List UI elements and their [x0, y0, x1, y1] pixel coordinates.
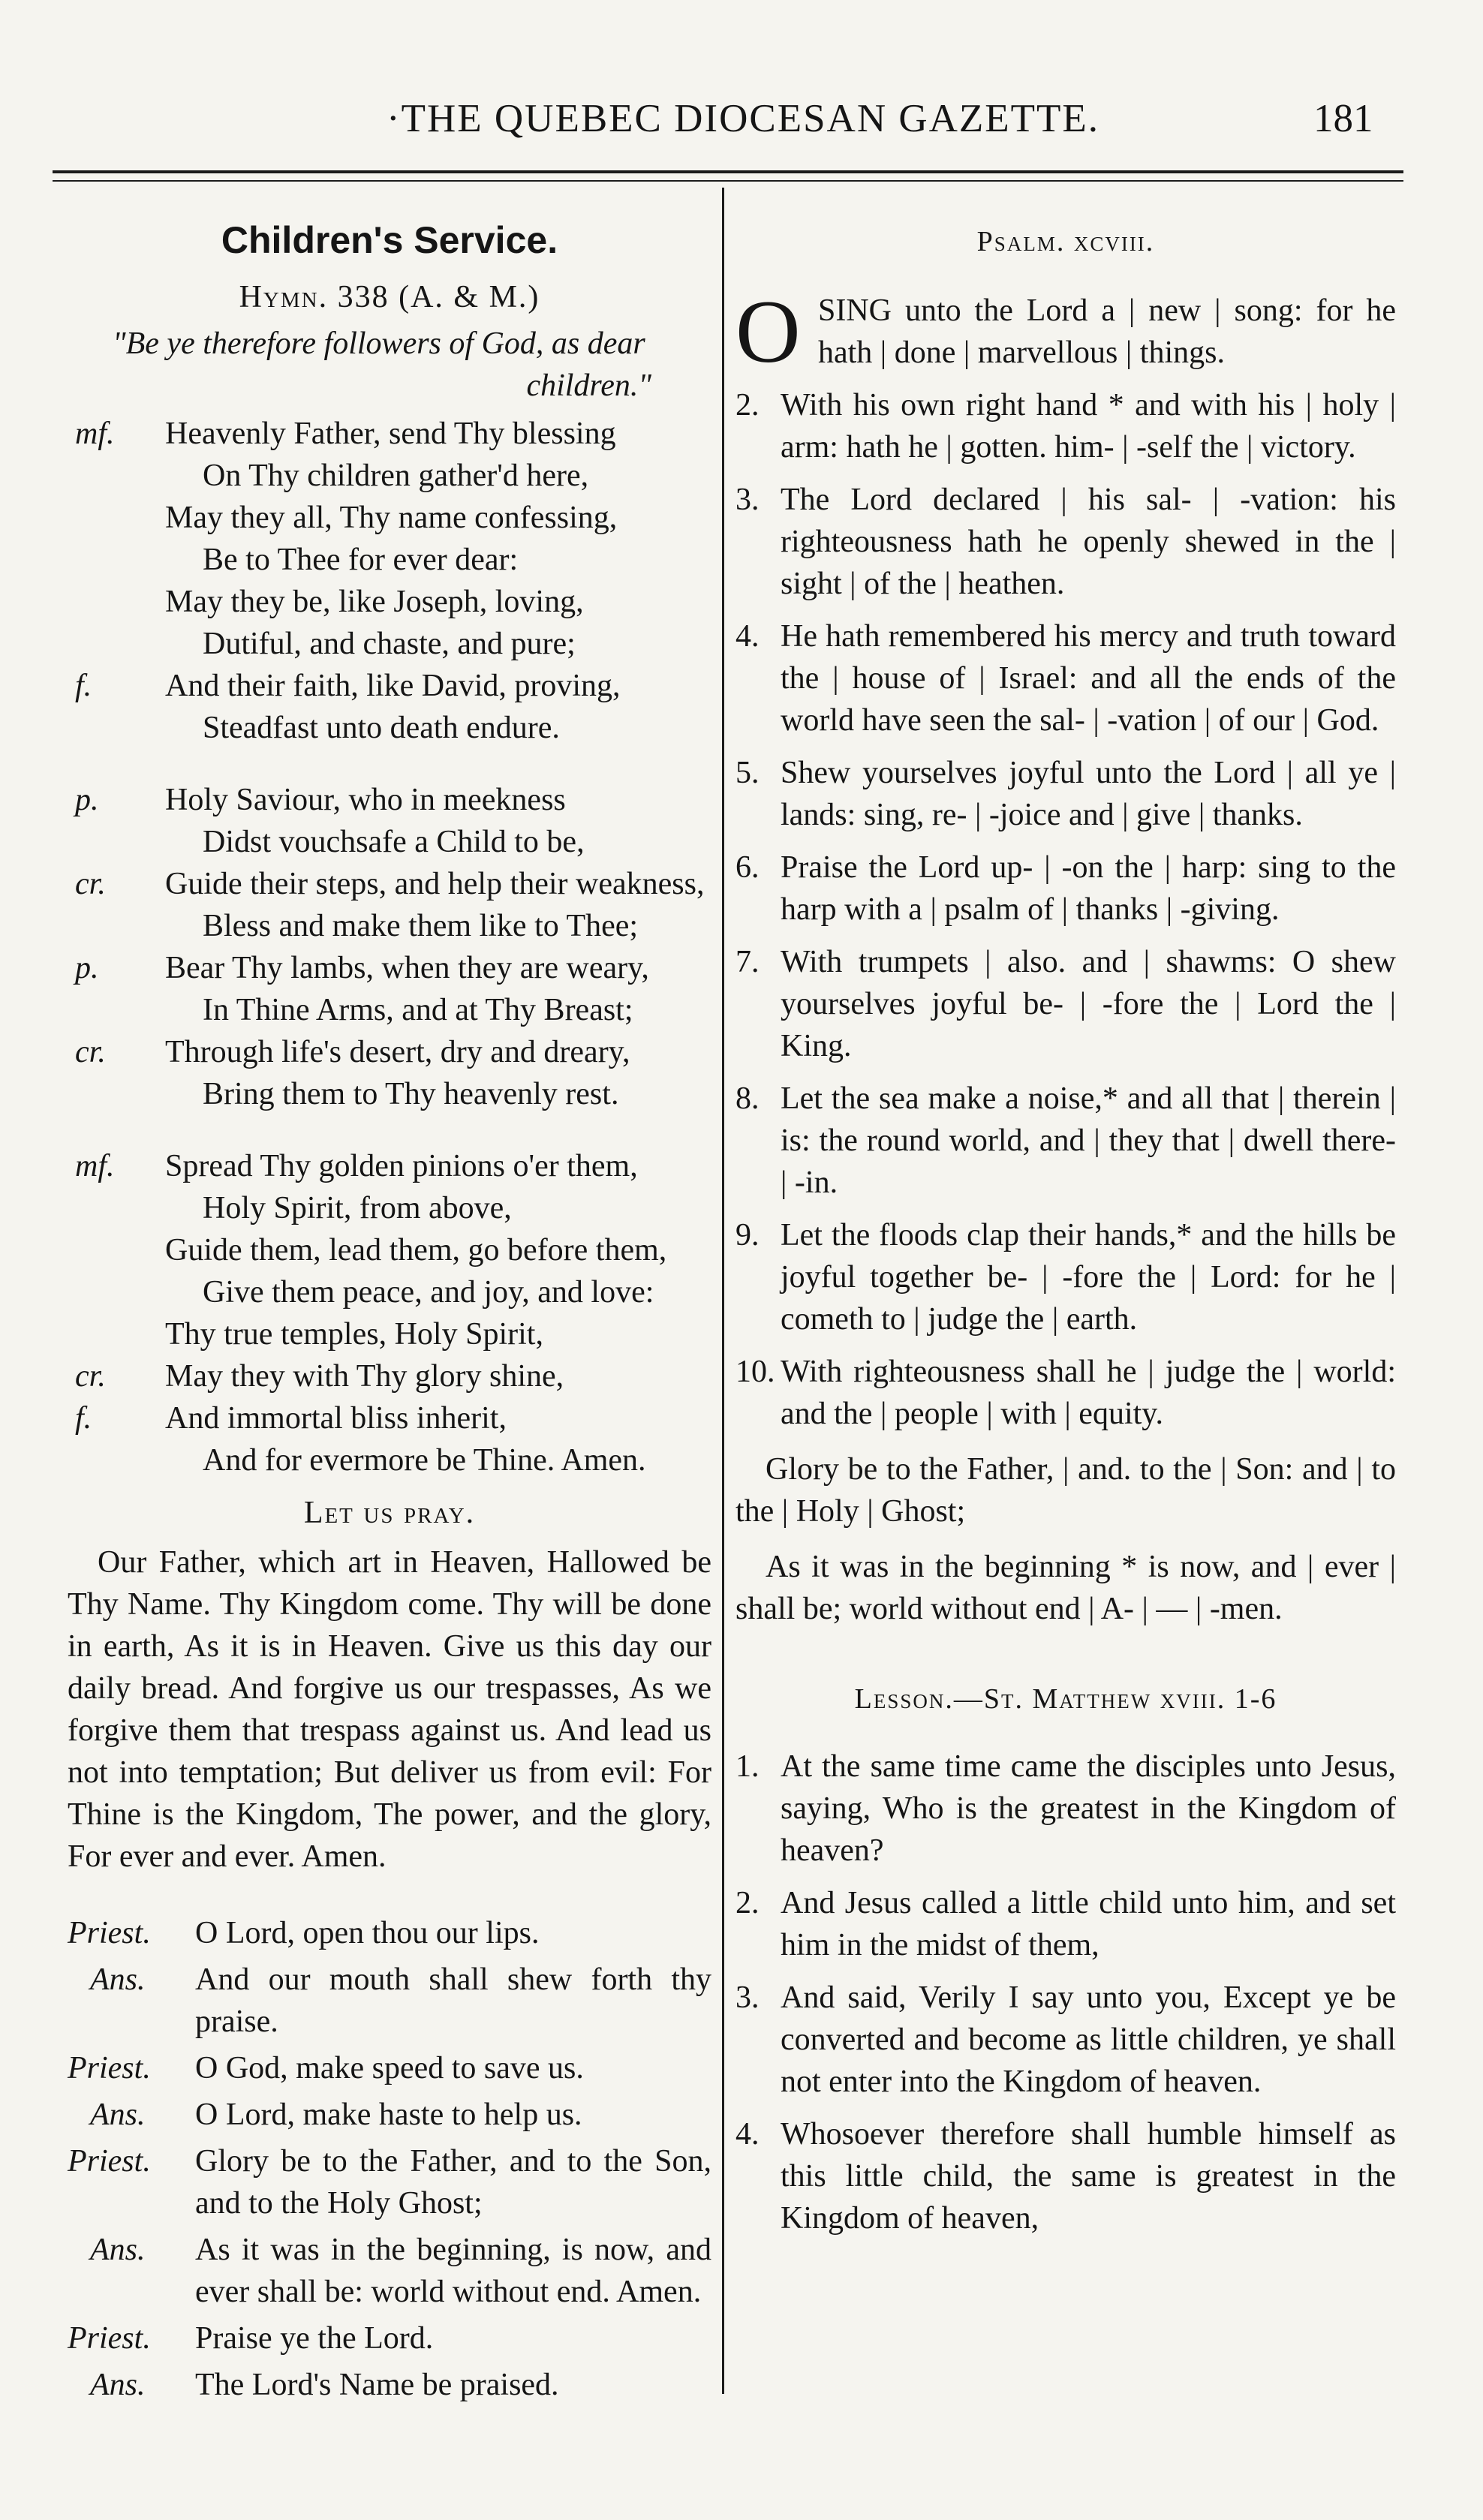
- section-title: Children's Service.: [221, 219, 558, 261]
- lords-prayer: Our Father, which art in Heaven, Hallowed be Thy Name. Thy Kingdom come. Thy will be done in earth, As it is in Heaven. Give us this day our daily bread. And forgive us our trespasses, As we forgive them that trespass against us. And lead us not into temptation; But deliver us from evil: For Thine is the Kingdom, The power, and the glory, For ever and ever. Amen.: [68, 1545, 711, 1874]
- versicle: Priest. O God, make speed to save us.: [68, 2051, 584, 2085]
- hymn-line: Holy Spirit, from above,: [203, 1191, 512, 1225]
- lesson-title: Lesson.—St. Matthew xviii. 1-6: [854, 1683, 1277, 1715]
- hymn-line: Steadfast unto death endure.: [203, 711, 560, 745]
- gloria-patri-2: As it was in the beginning * is now, and | ever | shall be; world without end | A- | — | -men.: [735, 1550, 1396, 1626]
- hymn-line: May they be, like Joseph, loving,: [165, 585, 584, 619]
- hymn-line: Dutiful, and chaste, and pure;: [203, 627, 576, 661]
- header-rule-thin: [53, 180, 1403, 182]
- response: Ans. As it was in the beginning, is now, and ever shall be: world without end. Amen.: [90, 2233, 711, 2309]
- right-column: [735, 210, 1396, 2239]
- hymn-line: May they all, Thy name confessing,: [165, 501, 618, 535]
- lesson-verse: 4. Whosoever therefore shall humble himself as this little child, the same is greatest in the Kingdom of heaven,: [735, 2117, 1396, 2236]
- hymn-line: Be to Thee for ever dear:: [203, 543, 519, 577]
- hymn-line: Didst vouchsafe a Child to be,: [203, 825, 585, 859]
- hymn-line: On Thy children gather'd here,: [203, 459, 589, 493]
- psalm-verse: 5. Shew yourselves joyful unto the Lord | all ye | lands: sing, re- | -joice and | give | thanks.: [735, 756, 1396, 832]
- response: Ans. The Lord's Name be praised.: [90, 2368, 559, 2402]
- header-rule-thick: [53, 170, 1403, 173]
- let-us-pray-heading: Let us pray.: [303, 1496, 476, 1530]
- lesson-verse: 3. And said, Verily I say unto you, Except ye be converted and become as little children, ye shall not enter into the Kingdom of heaven.: [735, 1980, 1396, 2099]
- hymn-line: p. Holy Saviour, who in meekness: [75, 783, 566, 817]
- lesson-verse: 2. And Jesus called a little child unto him, and set him in the midst of them,: [735, 1886, 1396, 1962]
- psalm-verse: 4. He hath remembered his mercy and truth toward the | house of | Israel: and all the ends of the world have seen the sal- | -vation | of our | God.: [735, 619, 1396, 738]
- psalm-verse: 6. Praise the Lord up- | -on the | harp: sing to the harp with a | psalm of | thanks | -giving.: [735, 850, 1396, 927]
- hymn-line: mf. Heavenly Father, send Thy blessing: [75, 416, 616, 451]
- hymn-line: cr. May they with Thy glory shine,: [75, 1359, 564, 1394]
- epigraph-line-2: children.": [526, 368, 651, 403]
- hymn-line: mf. Spread Thy golden pinions o'er them,: [75, 1149, 638, 1183]
- hymn-line: Bless and make them like to Thee;: [203, 909, 639, 943]
- psalm-title: Psalm. xcviii.: [976, 226, 1155, 257]
- hymn-reference: Hymn. 338 (A. & M.): [239, 280, 540, 314]
- psalm-verse: 10. With righteousness shall he | judge the | world: and the | people | with | equity.: [735, 1355, 1396, 1431]
- lesson-verse: 1. At the same time came the disciples unto Jesus, saying, Who is the greatest in the Kingdom of heaven?: [735, 1749, 1396, 1868]
- hymn-line: cr. Guide their steps, and help their weakness,: [75, 867, 705, 901]
- psalm-verse: 7. With trumpets | also. and | shawms: O shew yourselves joyful be- | -fore the | Lord the | King.: [735, 945, 1396, 1063]
- hymn-line: cr. Through life's desert, dry and dreary,: [75, 1035, 630, 1069]
- psalm-verse: 8. Let the sea make a noise,* and all that | therein | is: the round world, and | they that | dwell there- | -in.: [735, 1081, 1396, 1200]
- hymn-line: Guide them, lead them, go before them,: [165, 1233, 667, 1268]
- page-header: [0, 0, 1483, 161]
- versicle: Priest. Praise ye the Lord.: [68, 2321, 434, 2356]
- response: Ans. And our mouth shall shew forth thy praise.: [90, 1962, 711, 2039]
- epigraph-line-1: "Be ye therefore followers of God, as dear: [113, 326, 645, 361]
- versicle: Priest. Glory be to the Father, and to the Son, and to the Holy Ghost;: [68, 2144, 711, 2221]
- gloria-patri-1: Glory be to the Father, | and. to the | Son: and | to the | Holy | Ghost;: [735, 1452, 1396, 1529]
- hymn-line: Thy true temples, Holy Spirit,: [165, 1317, 543, 1352]
- psalm-verse: 2. With his own right hand * and with his | holy | arm: hath he | gotten. him- | -self the | victory.: [735, 388, 1396, 465]
- hymn-line: In Thine Arms, and at Thy Breast;: [203, 993, 633, 1027]
- drop-cap: O: [735, 281, 801, 381]
- page-number: 181: [1313, 97, 1373, 140]
- hymn-line: And for evermore be Thine. Amen.: [203, 1443, 646, 1478]
- psalm-verse: 9. Let the floods clap their hands,* and the hills be joyful together be- | -fore the | Lord: for he | cometh to | judge the | earth.: [735, 1218, 1396, 1337]
- left-column: [68, 210, 711, 2410]
- hymn-line: p. Bear Thy lambs, when they are weary,: [75, 951, 649, 985]
- hymn-line: Bring them to Thy heavenly rest.: [203, 1077, 619, 1111]
- psalm-verse-1: O SING unto the Lord a | new | song: for he hath | done | marvellous | things.: [735, 281, 1396, 381]
- psalm-verses: [735, 384, 1396, 1435]
- psalm-verse: 3. The Lord declared | his sal- | -vation: his righteousness hath he openly shewed in the | sight | of the | heathen.: [735, 483, 1396, 601]
- hymn-text: [68, 413, 711, 1481]
- lesson-verses: [735, 1746, 1396, 2239]
- column-divider: [722, 188, 724, 2394]
- versicle: Priest. O Lord, open thou our lips.: [68, 1916, 540, 1950]
- running-title: ·THE QUEBEC DIOCESAN GAZETTE.: [386, 97, 1100, 140]
- versicles: [68, 1912, 711, 2406]
- hymn-line: Give them peace, and joy, and love:: [203, 1275, 654, 1310]
- hymn-line: f. And their faith, like David, proving,: [75, 669, 621, 703]
- response: Ans. O Lord, make haste to help us.: [90, 2097, 582, 2132]
- hymn-line: f. And immortal bliss inherit,: [75, 1401, 507, 1436]
